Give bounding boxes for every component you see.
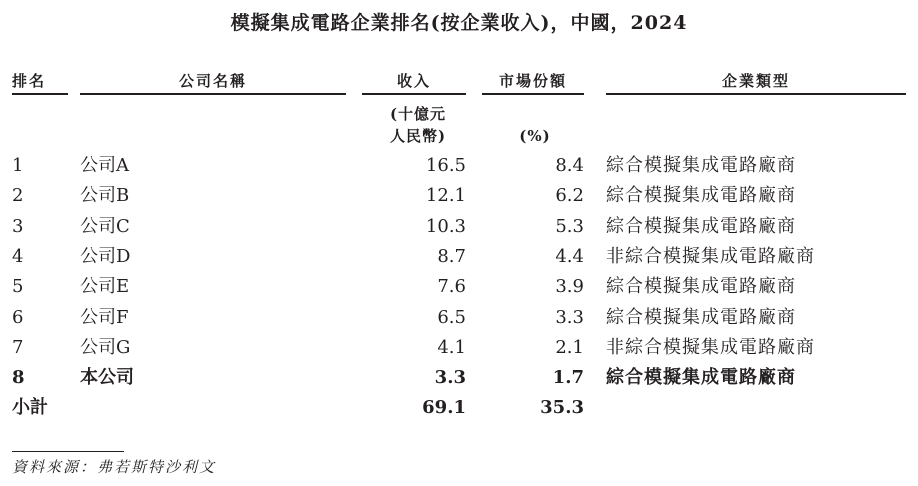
revenue-cell: 7.6	[437, 276, 466, 297]
type-cell: 綜合模擬集成電路廠商	[606, 155, 796, 176]
share-cell: 3.9	[555, 276, 584, 297]
company-cell: 公司A	[80, 155, 129, 176]
header-type: 企業類型	[721, 72, 790, 90]
rank-cell: 7	[12, 337, 24, 358]
revenue-cell: 12.1	[425, 185, 466, 206]
table-row	[0, 303, 918, 333]
header-company: 公司名稱	[178, 72, 247, 90]
company-cell: 公司F	[80, 307, 129, 328]
company-cell: 公司G	[80, 337, 131, 358]
type-cell: 綜合模擬集成電路廠商	[606, 367, 796, 388]
share-cell: 2.1	[555, 337, 584, 358]
header-revenue: 收入	[396, 72, 431, 90]
rank-cell: 2	[12, 185, 24, 206]
table-row	[0, 272, 918, 302]
footnote-rule	[12, 451, 124, 452]
type-cell: 綜合模擬集成電路廠商	[606, 307, 796, 328]
subtotal-row	[0, 393, 918, 423]
share-cell: 8.4	[555, 155, 584, 176]
type-cell: 綜合模擬集成電路廠商	[606, 276, 796, 297]
header-rule-revenue	[362, 93, 466, 95]
share-cell: 1.7	[552, 367, 584, 388]
header-rule-company	[80, 93, 346, 95]
revenue-cell: 4.1	[437, 337, 466, 358]
type-cell: 綜合模擬集成電路廠商	[606, 216, 796, 237]
rank-cell: 8	[12, 367, 25, 388]
type-cell: 非綜合模擬集成電路廠商	[606, 337, 815, 358]
rank-cell: 1	[12, 155, 24, 176]
revenue-cell: 16.5	[425, 155, 466, 176]
header-rank: 排名	[12, 72, 47, 90]
share-cell: 3.3	[555, 307, 584, 328]
share-unit: (%)	[519, 127, 551, 145]
table-row	[0, 363, 918, 393]
company-cell: 公司D	[80, 246, 131, 267]
subtotal-revenue: 69.1	[422, 397, 466, 418]
revenue-cell: 3.3	[434, 367, 466, 388]
company-cell: 公司E	[80, 276, 130, 297]
revenue-cell: 10.3	[425, 216, 466, 237]
rank-cell: 5	[12, 276, 24, 297]
table-title: 模擬集成電路企業排名(按企業收入)，中國，2024	[230, 12, 688, 34]
table-row	[0, 242, 918, 272]
table-row	[0, 212, 918, 242]
revenue-cell: 6.5	[437, 307, 466, 328]
rank-cell: 3	[12, 216, 24, 237]
subtotal-share: 35.3	[540, 397, 584, 418]
revenue-unit	[370, 103, 466, 147]
company-cell: 公司C	[80, 216, 130, 237]
company-cell: 本公司	[80, 367, 134, 388]
header-rule-rank	[12, 93, 68, 95]
share-cell: 4.4	[555, 246, 584, 267]
header-share: 市場份額	[498, 72, 567, 90]
rank-cell: 6	[12, 307, 24, 328]
table-row	[0, 333, 918, 363]
table-row	[0, 181, 918, 211]
revenue-unit-line2: 人民幣)	[389, 127, 447, 145]
rank-cell: 4	[12, 246, 24, 267]
header-rule-type	[606, 93, 906, 95]
header-rule-share	[482, 93, 584, 95]
share-cell: 5.3	[555, 216, 584, 237]
share-cell: 6.2	[555, 185, 584, 206]
revenue-unit-line1: (十億元	[389, 105, 447, 123]
company-cell: 公司B	[80, 185, 130, 206]
subtotal-label: 小計	[12, 397, 48, 418]
type-cell: 綜合模擬集成電路廠商	[606, 185, 796, 206]
table-row	[0, 151, 918, 181]
source-note: 資料來源：弗若斯特沙利文	[12, 458, 217, 476]
type-cell: 非綜合模擬集成電路廠商	[606, 246, 815, 267]
revenue-cell: 8.7	[437, 246, 466, 267]
